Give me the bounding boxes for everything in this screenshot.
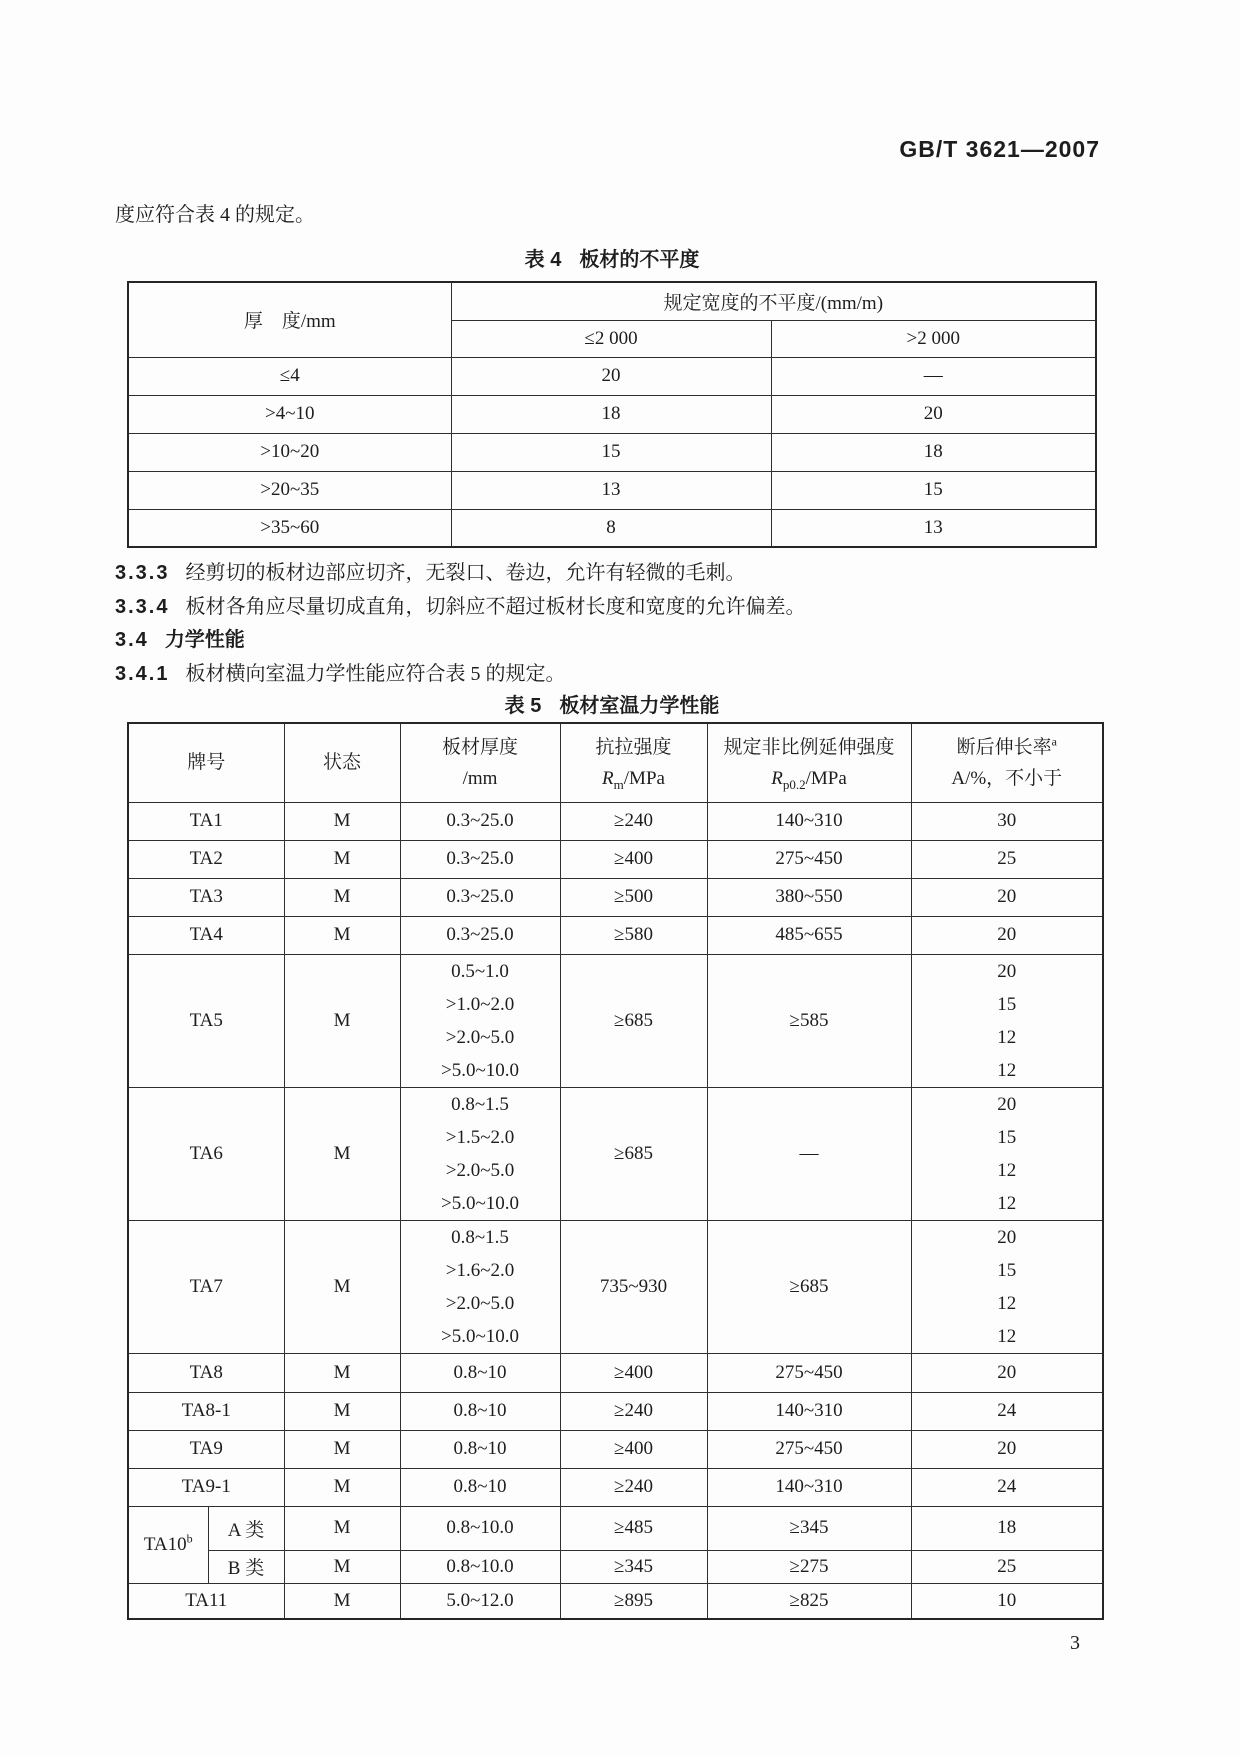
table5-header-elongation: 断后伸长率$^a$ A/%，不小于 [911, 723, 1103, 802]
clause-3-4-1 [115, 661, 565, 687]
cell-yield-strength: ≥825 [707, 1583, 911, 1619]
cell-yield-strength: 140~310 [707, 802, 911, 840]
cell-elongation: 20 [911, 916, 1103, 954]
cell-grade: TA11 [128, 1583, 284, 1619]
table5-body [128, 802, 1103, 1619]
cell-state: M [284, 916, 400, 954]
table4-header-thickness: 厚 度/mm [128, 282, 451, 357]
cell-state: M [284, 1220, 400, 1353]
cell-tensile-strength: ≥580 [560, 916, 707, 954]
table4-row [128, 433, 1096, 471]
table5-header-state: 状态 [284, 723, 400, 802]
cell-state: M [284, 1506, 400, 1550]
clause-text: 力学性能 [164, 629, 245, 651]
clause-3-3-3 [115, 560, 745, 586]
table5-header-row [128, 723, 1103, 802]
table5-row [128, 954, 1103, 1087]
cell-flatness-le2000: 20 [451, 357, 771, 395]
cell-thickness: 0.3~25.0 [400, 840, 560, 878]
cell-thickness-range: >10~20 [128, 433, 451, 471]
cell-elongation: 24 [911, 1468, 1103, 1506]
table5-head [128, 723, 1103, 802]
table5-row [128, 1468, 1103, 1506]
table4-row [128, 471, 1096, 509]
cell-grade: TA3 [128, 878, 284, 916]
table4-subheader-le2000: ≤2 000 [451, 320, 771, 357]
cell-grade: TA1 [128, 802, 284, 840]
cell-flatness-gt2000: 13 [771, 509, 1096, 547]
table5-row [128, 1353, 1103, 1392]
cell-grade: TA9 [128, 1430, 284, 1468]
table5-row [128, 878, 1103, 916]
cell-grade-class: B 类 [208, 1550, 284, 1583]
table5-row [128, 1392, 1103, 1430]
table4-subheader-gt2000: >2 000 [771, 320, 1096, 357]
table5-header-thickness: 板材厚度 /mm [400, 723, 560, 802]
clause-text: 板材各角应尽量切成直角，切斜应不超过板材长度和宽度的允许偏差。 [185, 596, 806, 618]
clause-number: 3.3.3 [115, 562, 170, 584]
cell-thickness: 0.8~1.5 >1.5~2.0 >2.0~5.0 >5.0~10.0 [400, 1087, 560, 1220]
cell-yield-strength: ≥585 [707, 954, 911, 1087]
cell-grade: TA2 [128, 840, 284, 878]
cell-state: M [284, 1468, 400, 1506]
cell-thickness: 0.8~10 [400, 1392, 560, 1430]
cell-grade: TA9-1 [128, 1468, 284, 1506]
cell-thickness: 0.3~25.0 [400, 802, 560, 840]
cell-grade: TA8 [128, 1353, 284, 1392]
cell-flatness-gt2000: 20 [771, 395, 1096, 433]
cell-yield-strength: 485~655 [707, 916, 911, 954]
cell-thickness-range: ≤4 [128, 357, 451, 395]
cell-state: M [284, 1550, 400, 1583]
cell-elongation: 25 [911, 1550, 1103, 1583]
cell-tensile-strength: ≥485 [560, 1506, 707, 1550]
cell-yield-strength: 275~450 [707, 1353, 911, 1392]
cell-thickness-range: >4~10 [128, 395, 451, 433]
cell-yield-strength: 275~450 [707, 1430, 911, 1468]
page-number: 3 [1070, 1632, 1080, 1654]
table4-row [128, 395, 1096, 433]
cell-elongation: 20 15 12 12 [911, 1220, 1103, 1353]
cell-grade: TA8-1 [128, 1392, 284, 1430]
cell-thickness: 0.8~10.0 [400, 1506, 560, 1550]
table5-caption-title: 板材室温力学性能 [559, 695, 720, 717]
cell-flatness-le2000: 8 [451, 509, 771, 547]
cell-tensile-strength: ≥240 [560, 802, 707, 840]
cell-grade: TA6 [128, 1087, 284, 1220]
table4-caption-label: 表 4 [524, 249, 562, 271]
table4-header-group: 规定宽度的不平度/(mm/m) [451, 282, 1096, 320]
cell-elongation: 30 [911, 802, 1103, 840]
cell-yield-strength: — [707, 1087, 911, 1220]
cell-thickness-range: >35~60 [128, 509, 451, 547]
table4-caption-title: 板材的不平度 [579, 249, 700, 271]
cell-tensile-strength: 735~930 [560, 1220, 707, 1353]
table5-row [128, 1087, 1103, 1220]
cell-yield-strength: ≥685 [707, 1220, 911, 1353]
table5-row [128, 916, 1103, 954]
cell-tensile-strength: ≥345 [560, 1550, 707, 1583]
cell-tensile-strength: ≥500 [560, 878, 707, 916]
cell-tensile-strength: ≥685 [560, 1087, 707, 1220]
cell-tensile-strength: ≥400 [560, 1430, 707, 1468]
cell-elongation: 24 [911, 1392, 1103, 1430]
table4-flatness [127, 281, 1097, 548]
cell-elongation: 20 [911, 878, 1103, 916]
cell-yield-strength: 380~550 [707, 878, 911, 916]
standard-code: GB/T 3621—2007 [899, 136, 1100, 162]
cell-state: M [284, 1392, 400, 1430]
cell-state: M [284, 878, 400, 916]
cell-tensile-strength: ≥400 [560, 1353, 707, 1392]
cell-state: M [284, 1087, 400, 1220]
cell-state: M [284, 1430, 400, 1468]
intro-paragraph: 度应符合表 4 的规定。 [115, 204, 315, 226]
clause-3-4-heading [115, 627, 245, 653]
clause-number: 3.4.1 [115, 663, 170, 685]
cell-yield-strength: ≥275 [707, 1550, 911, 1583]
table5-row [128, 1583, 1103, 1619]
cell-thickness: 0.3~25.0 [400, 916, 560, 954]
clause-text: 板材横向室温力学性能应符合表 5 的规定。 [185, 663, 566, 685]
table4-body [128, 357, 1096, 547]
table4-row [128, 357, 1096, 395]
cell-yield-strength: ≥345 [707, 1506, 911, 1550]
clause-number: 3.3.4 [115, 596, 170, 618]
cell-yield-strength: 140~310 [707, 1392, 911, 1430]
table5-row [128, 802, 1103, 840]
cell-tensile-strength: ≥240 [560, 1392, 707, 1430]
table5-header-grade: 牌号 [128, 723, 284, 802]
table4-header-row [128, 282, 1096, 320]
cell-thickness: 0.8~10.0 [400, 1550, 560, 1583]
cell-state: M [284, 954, 400, 1087]
cell-yield-strength: 140~310 [707, 1468, 911, 1506]
cell-flatness-gt2000: — [771, 357, 1096, 395]
cell-elongation: 10 [911, 1583, 1103, 1619]
cell-flatness-gt2000: 15 [771, 471, 1096, 509]
cell-thickness: 0.8~10 [400, 1430, 560, 1468]
cell-thickness-range: >20~35 [128, 471, 451, 509]
table5-row [128, 1220, 1103, 1353]
cell-elongation: 25 [911, 840, 1103, 878]
cell-elongation: 20 15 12 12 [911, 954, 1103, 1087]
cell-tensile-strength: ≥240 [560, 1468, 707, 1506]
cell-thickness: 0.8~10 [400, 1468, 560, 1506]
cell-tensile-strength: ≥400 [560, 840, 707, 878]
table5-row [128, 840, 1103, 878]
cell-flatness-le2000: 15 [451, 433, 771, 471]
cell-elongation: 18 [911, 1506, 1103, 1550]
table5-row [128, 1550, 1103, 1583]
table5-row [128, 1430, 1103, 1468]
cell-grade-class: A 类 [208, 1506, 284, 1550]
cell-thickness: 5.0~12.0 [400, 1583, 560, 1619]
cell-state: M [284, 840, 400, 878]
table5-mechanical-properties [127, 722, 1104, 1620]
cell-elongation: 20 [911, 1430, 1103, 1468]
cell-state: M [284, 1583, 400, 1619]
clause-text: 经剪切的板材边部应切齐，无裂口、卷边，允许有轻微的毛刺。 [185, 562, 746, 584]
clause-3-3-4 [115, 594, 805, 620]
cell-thickness: 0.8~10 [400, 1353, 560, 1392]
cell-state: M [284, 802, 400, 840]
cell-state: M [284, 1353, 400, 1392]
cell-elongation: 20 [911, 1353, 1103, 1392]
table5-header-tensile-strength: 抗拉强度 $R_m$/MPa [560, 723, 707, 802]
table5-row [128, 1506, 1103, 1550]
table4-caption [127, 243, 1097, 272]
cell-flatness-le2000: 18 [451, 395, 771, 433]
table5-caption [127, 689, 1097, 718]
table5-caption-label: 表 5 [504, 695, 542, 717]
clause-number: 3.4 [115, 629, 149, 651]
cell-grade: TA7 [128, 1220, 284, 1353]
cell-thickness: 0.8~1.5 >1.6~2.0 >2.0~5.0 >5.0~10.0 [400, 1220, 560, 1353]
cell-thickness: 0.5~1.0 >1.0~2.0 >2.0~5.0 >5.0~10.0 [400, 954, 560, 1087]
cell-flatness-le2000: 13 [451, 471, 771, 509]
cell-flatness-gt2000: 18 [771, 433, 1096, 471]
cell-tensile-strength: ≥895 [560, 1583, 707, 1619]
cell-grade: TA10$^b$ [128, 1506, 208, 1583]
table5-header-yield-strength: 规定非比例延伸强度 $R_{p0.2}$/MPa [707, 723, 911, 802]
cell-grade: TA5 [128, 954, 284, 1087]
cell-tensile-strength: ≥685 [560, 954, 707, 1087]
cell-grade: TA4 [128, 916, 284, 954]
cell-thickness: 0.3~25.0 [400, 878, 560, 916]
cell-yield-strength: 275~450 [707, 840, 911, 878]
cell-elongation: 20 15 12 12 [911, 1087, 1103, 1220]
table4-row [128, 509, 1096, 547]
